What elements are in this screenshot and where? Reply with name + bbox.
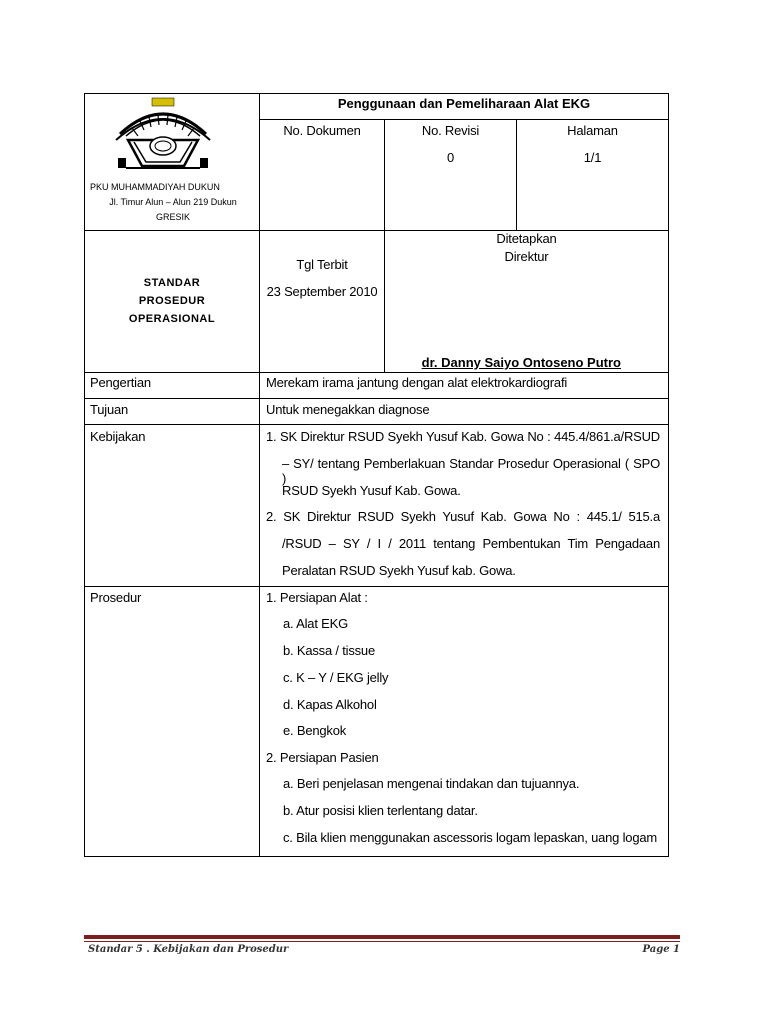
prosedur-label: Prosedur [90,590,142,605]
kebijakan-line: Peralatan RSUD Syekh Yusuf kab. Gowa. [282,563,516,578]
table-border-top [84,93,669,94]
prosedur-line: b. Atur posisi klien terlentang datar. [283,803,478,818]
no-revisi-value: 0 [446,150,455,165]
prosedur-line: d. Kapas Alkohol [283,697,377,712]
org-address-line-1: Jl. Timur Alun – Alun 219 Dukun [109,197,237,207]
pengertian-row-bottom [84,398,669,399]
kebijakan-label: Kebijakan [90,429,146,444]
prosedur-line: 2. Persiapan Pasien [266,750,379,765]
prosedur-line: a. Beri penjelasan mengenai tindakan dan tujuannya. [283,776,580,791]
org-address-line-2: GRESIK [155,212,190,222]
tujuan-label: Tujuan [90,402,129,417]
prosedur-line: c. K – Y / EKG jelly [283,670,389,685]
kebijakan-row-bottom [84,586,669,587]
prosedur-line: e. Bengkok [283,723,347,738]
table-border-bottom [84,856,669,857]
prosedur-line: c. Bila klien menggunakan ascessoris logam lepaskan, uang logam [283,830,658,845]
header-title-divider [259,119,669,120]
column-divider-main [259,93,260,857]
tgl-terbit-value: 23 September 2010 [266,284,378,299]
no-revisi-label: No. Revisi [421,123,480,138]
kebijakan-line: 1. SK Direktur RSUD Syekh Yusuf Kab. Gowa No : 445.4/861.a/RSUD [266,429,660,444]
kebijakan-line: 2. SK Direktur RSUD Syekh Yusuf Kab. Gowa No : 445.1/ 515.a [266,509,660,524]
tgl-terbit-label: Tgl Terbit [296,257,348,272]
kebijakan-line: /RSUD – SY / I / 2011 tentang Pembentukan Tim Pengadaan [282,536,660,551]
no-dokumen-label: No. Dokumen [283,123,361,138]
sop-line-1: STANDAR [143,277,201,289]
prosedur-line: 1. Persiapan Alat : [266,590,368,605]
halaman-value: 1/1 [583,150,602,165]
footer-rule-thick [84,935,680,939]
ditetapkan-label: Ditetapkan [496,231,557,246]
table-border-right [668,93,669,857]
sop-line-2: PROSEDUR [138,295,206,307]
tujuan-row-bottom [84,424,669,425]
footer-left-text: Standar 5 . Kebijakan dan Prosedur [88,944,289,955]
direktur-label: Direktur [504,249,549,264]
sop-line-3: OPERASIONAL [128,313,216,325]
document-title: Penggunaan dan Pemeliharaan Alat EKG [337,96,591,111]
director-name: dr. Danny Saiyo Ontoseno Putro [421,355,621,370]
sop-row-bottom [84,372,669,373]
org-name: PKU MUHAMMADIYAH DUKUN [90,182,220,192]
kebijakan-line: – SY/ tentang Pemberlakuan Standar Prosedur Operasional ( SPO ) [282,456,660,486]
kebijakan-line: RSUD Syekh Yusuf Kab. Gowa. [282,483,461,498]
tujuan-text: Untuk menegakkan diagnose [266,402,430,417]
footer-rule-thin [84,941,680,942]
halaman-label: Halaman [567,123,618,138]
organization-logo [108,96,218,176]
prosedur-line: a. Alat EKG [283,616,349,631]
pengertian-label: Pengertian [90,375,151,390]
table-border-left [84,93,85,857]
prosedur-line: b. Kassa / tissue [283,643,375,658]
footer-page-number: Page 1 [642,944,680,955]
pengertian-text: Merekam irama jantung dengan alat elektrokardiografi [266,375,568,390]
